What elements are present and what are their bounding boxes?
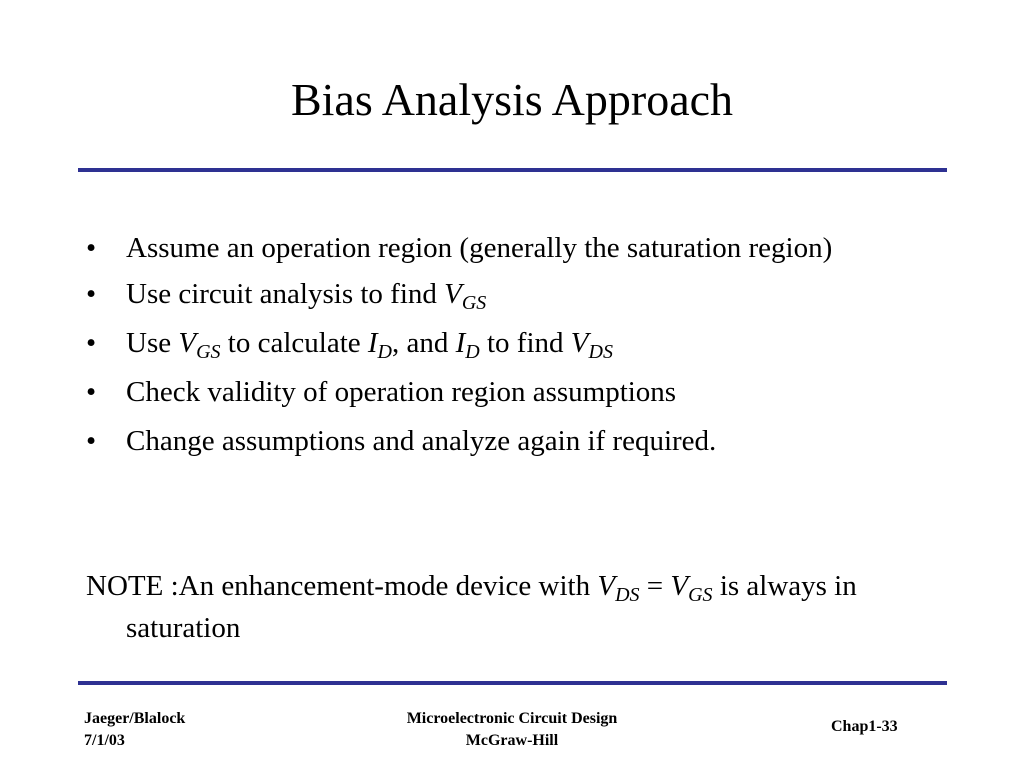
note-text: NOTE :An enhancement-mode device with bbox=[86, 570, 598, 602]
bullet-icon: • bbox=[86, 376, 97, 408]
footer-book: Microelectronic Circuit Design bbox=[406, 710, 618, 727]
bullet-item bbox=[86, 270, 886, 319]
subscript-ds: DS bbox=[615, 584, 640, 606]
bullet-text: Change assumptions and analyze again if required. bbox=[126, 425, 717, 457]
bullet-text: Check validity of operation region assumptions bbox=[126, 376, 677, 408]
bullet-icon: • bbox=[86, 232, 97, 264]
symbol-v: V bbox=[444, 278, 462, 310]
symbol-v: V bbox=[570, 327, 589, 359]
title-divider bbox=[78, 168, 947, 172]
bullet-item bbox=[86, 319, 886, 368]
bullet-text: , and bbox=[392, 327, 456, 359]
bullet-list bbox=[86, 226, 886, 466]
bullet-text: Assume an operation region (generally the saturation region) bbox=[126, 232, 833, 264]
footer-center bbox=[362, 708, 662, 752]
bullet-text: Use circuit analysis to find bbox=[126, 278, 445, 310]
note-paragraph bbox=[86, 565, 946, 649]
equals-sign: = bbox=[639, 570, 671, 602]
footer-authors: Jaeger/Blalock bbox=[84, 710, 186, 727]
subscript-d: D bbox=[465, 341, 480, 363]
footer-left bbox=[84, 708, 185, 752]
subscript-gs: GS bbox=[688, 584, 713, 606]
bullet-icon: • bbox=[86, 327, 97, 359]
symbol-i: I bbox=[367, 327, 378, 359]
note-text: is always in saturation bbox=[126, 570, 857, 644]
footer-page-number: Chap1-33 bbox=[831, 718, 898, 735]
footer-divider bbox=[78, 681, 947, 685]
slide-title: Bias Analysis Approach bbox=[290, 74, 734, 125]
subscript-gs: GS bbox=[196, 341, 221, 363]
bullet-icon: • bbox=[86, 278, 97, 310]
subscript-ds: DS bbox=[588, 341, 613, 363]
bullet-text: Use bbox=[126, 327, 179, 359]
bullet-item bbox=[86, 368, 886, 417]
footer-date: 7/1/03 bbox=[84, 732, 125, 749]
footer-publisher: McGraw-Hill bbox=[465, 732, 559, 749]
bullet-icon: • bbox=[86, 425, 97, 457]
symbol-i: I bbox=[455, 327, 466, 359]
bullet-text: to calculate bbox=[220, 327, 368, 359]
symbol-v: V bbox=[597, 570, 616, 602]
subscript-d: D bbox=[377, 341, 392, 363]
bullet-text: to find bbox=[479, 327, 571, 359]
symbol-v: V bbox=[670, 570, 689, 602]
subscript-gs: GS bbox=[461, 292, 487, 314]
bullet-item bbox=[86, 226, 886, 270]
bullet-item bbox=[86, 417, 886, 466]
symbol-v: V bbox=[178, 327, 197, 359]
